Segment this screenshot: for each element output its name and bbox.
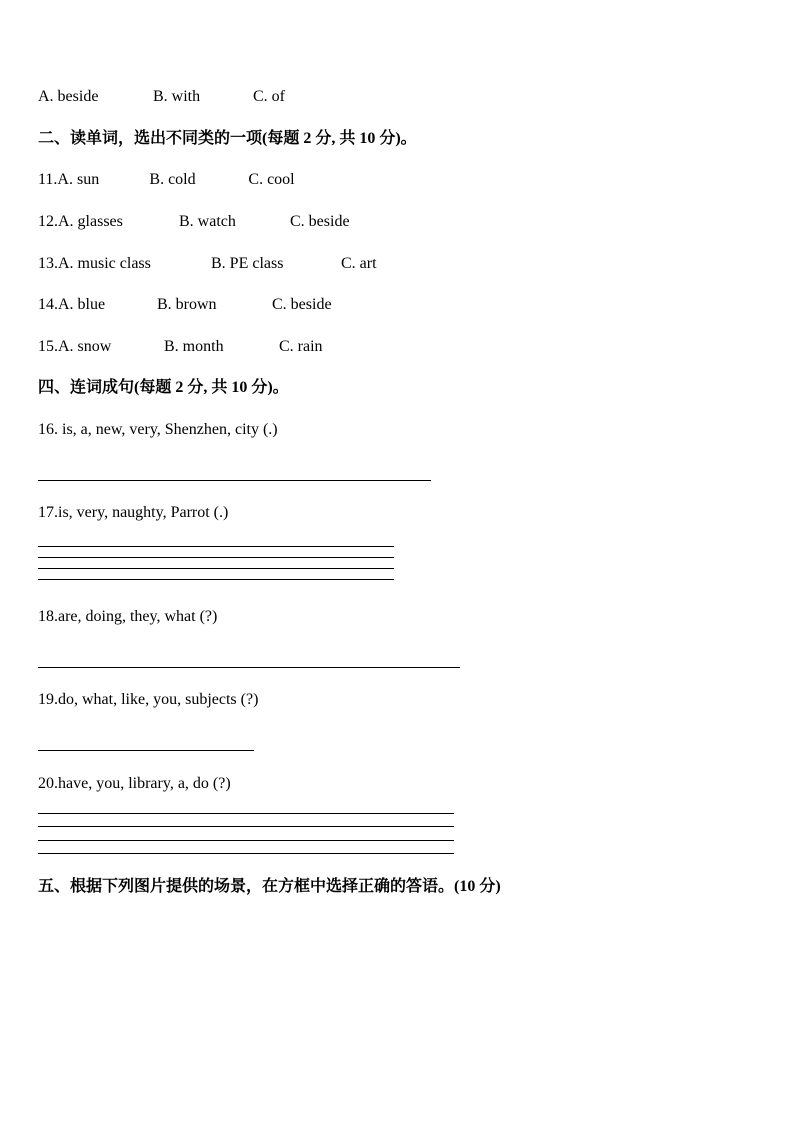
q17-answer-line-1[interactable]: [38, 546, 394, 547]
section5-title: 五、根据下列图片提供的场景，在方框中选择正确的答语。(10 分): [38, 878, 501, 895]
q15-row: [38, 337, 323, 357]
q14-row: [38, 295, 332, 315]
q14-option-b: B. brown: [157, 296, 217, 313]
q15-option-c: C. rain: [279, 338, 323, 355]
q14-option-a: A. blue: [58, 296, 106, 313]
q13-number: 13.: [38, 255, 58, 272]
q10-option-c: C. of: [253, 88, 285, 105]
q12-option-a: A. glasses: [58, 213, 123, 230]
q13-row: [38, 254, 377, 274]
q16-answer-line[interactable]: [38, 480, 431, 481]
q10-option-b: B. with: [153, 88, 201, 105]
q17-answer-line-3[interactable]: [38, 568, 394, 569]
q12-number: 12.: [38, 213, 58, 230]
q11-row: [38, 170, 295, 190]
section2-title: 二、读单词，选出不同类的一项(每题 2 分, 共 10 分)。: [38, 130, 417, 147]
q12-option-c: C. beside: [290, 213, 350, 230]
q14-number: 14.: [38, 296, 58, 313]
q15-option-a: A. snow: [58, 338, 112, 355]
q11-option-a: A. sun: [57, 171, 100, 188]
q10-option-a: A. beside: [38, 88, 99, 105]
q12-row: [38, 212, 350, 232]
q20-answer-line-4[interactable]: [38, 853, 454, 854]
q20-answer-line-1[interactable]: [38, 813, 454, 814]
section4-title: 四、连词成句(每题 2 分, 共 10 分)。: [38, 379, 289, 396]
q20-prompt: 20.have, you, library, a, do (?): [38, 775, 231, 792]
q18-prompt: 18.are, doing, they, what (?): [38, 608, 218, 625]
q13-option-c: C. art: [341, 255, 377, 272]
q17-answer-line-2[interactable]: [38, 557, 394, 558]
q13-option-a: A. music class: [58, 255, 151, 272]
q17-prompt: 17.is, very, naughty, Parrot (.): [38, 504, 229, 521]
q15-number: 15.: [38, 338, 58, 355]
q15-option-b: B. month: [164, 338, 224, 355]
q11-option-b: B. cold: [149, 171, 196, 188]
q11-number: 11.: [38, 171, 58, 188]
q13-option-b: B. PE class: [211, 255, 284, 272]
q10-options: [38, 87, 285, 107]
q20-answer-line-3[interactable]: [38, 840, 454, 841]
q11-option-c: C. cool: [248, 171, 295, 188]
q18-answer-line[interactable]: [38, 667, 460, 668]
q19-prompt: 19.do, what, like, you, subjects (?): [38, 691, 259, 708]
q20-answer-line-2[interactable]: [38, 826, 454, 827]
q17-answer-line-4[interactable]: [38, 579, 394, 580]
q19-answer-line[interactable]: [38, 750, 254, 751]
q12-option-b: B. watch: [179, 213, 236, 230]
q14-option-c: C. beside: [272, 296, 332, 313]
q16-prompt: 16. is, a, new, very, Shenzhen, city (.): [38, 421, 278, 438]
